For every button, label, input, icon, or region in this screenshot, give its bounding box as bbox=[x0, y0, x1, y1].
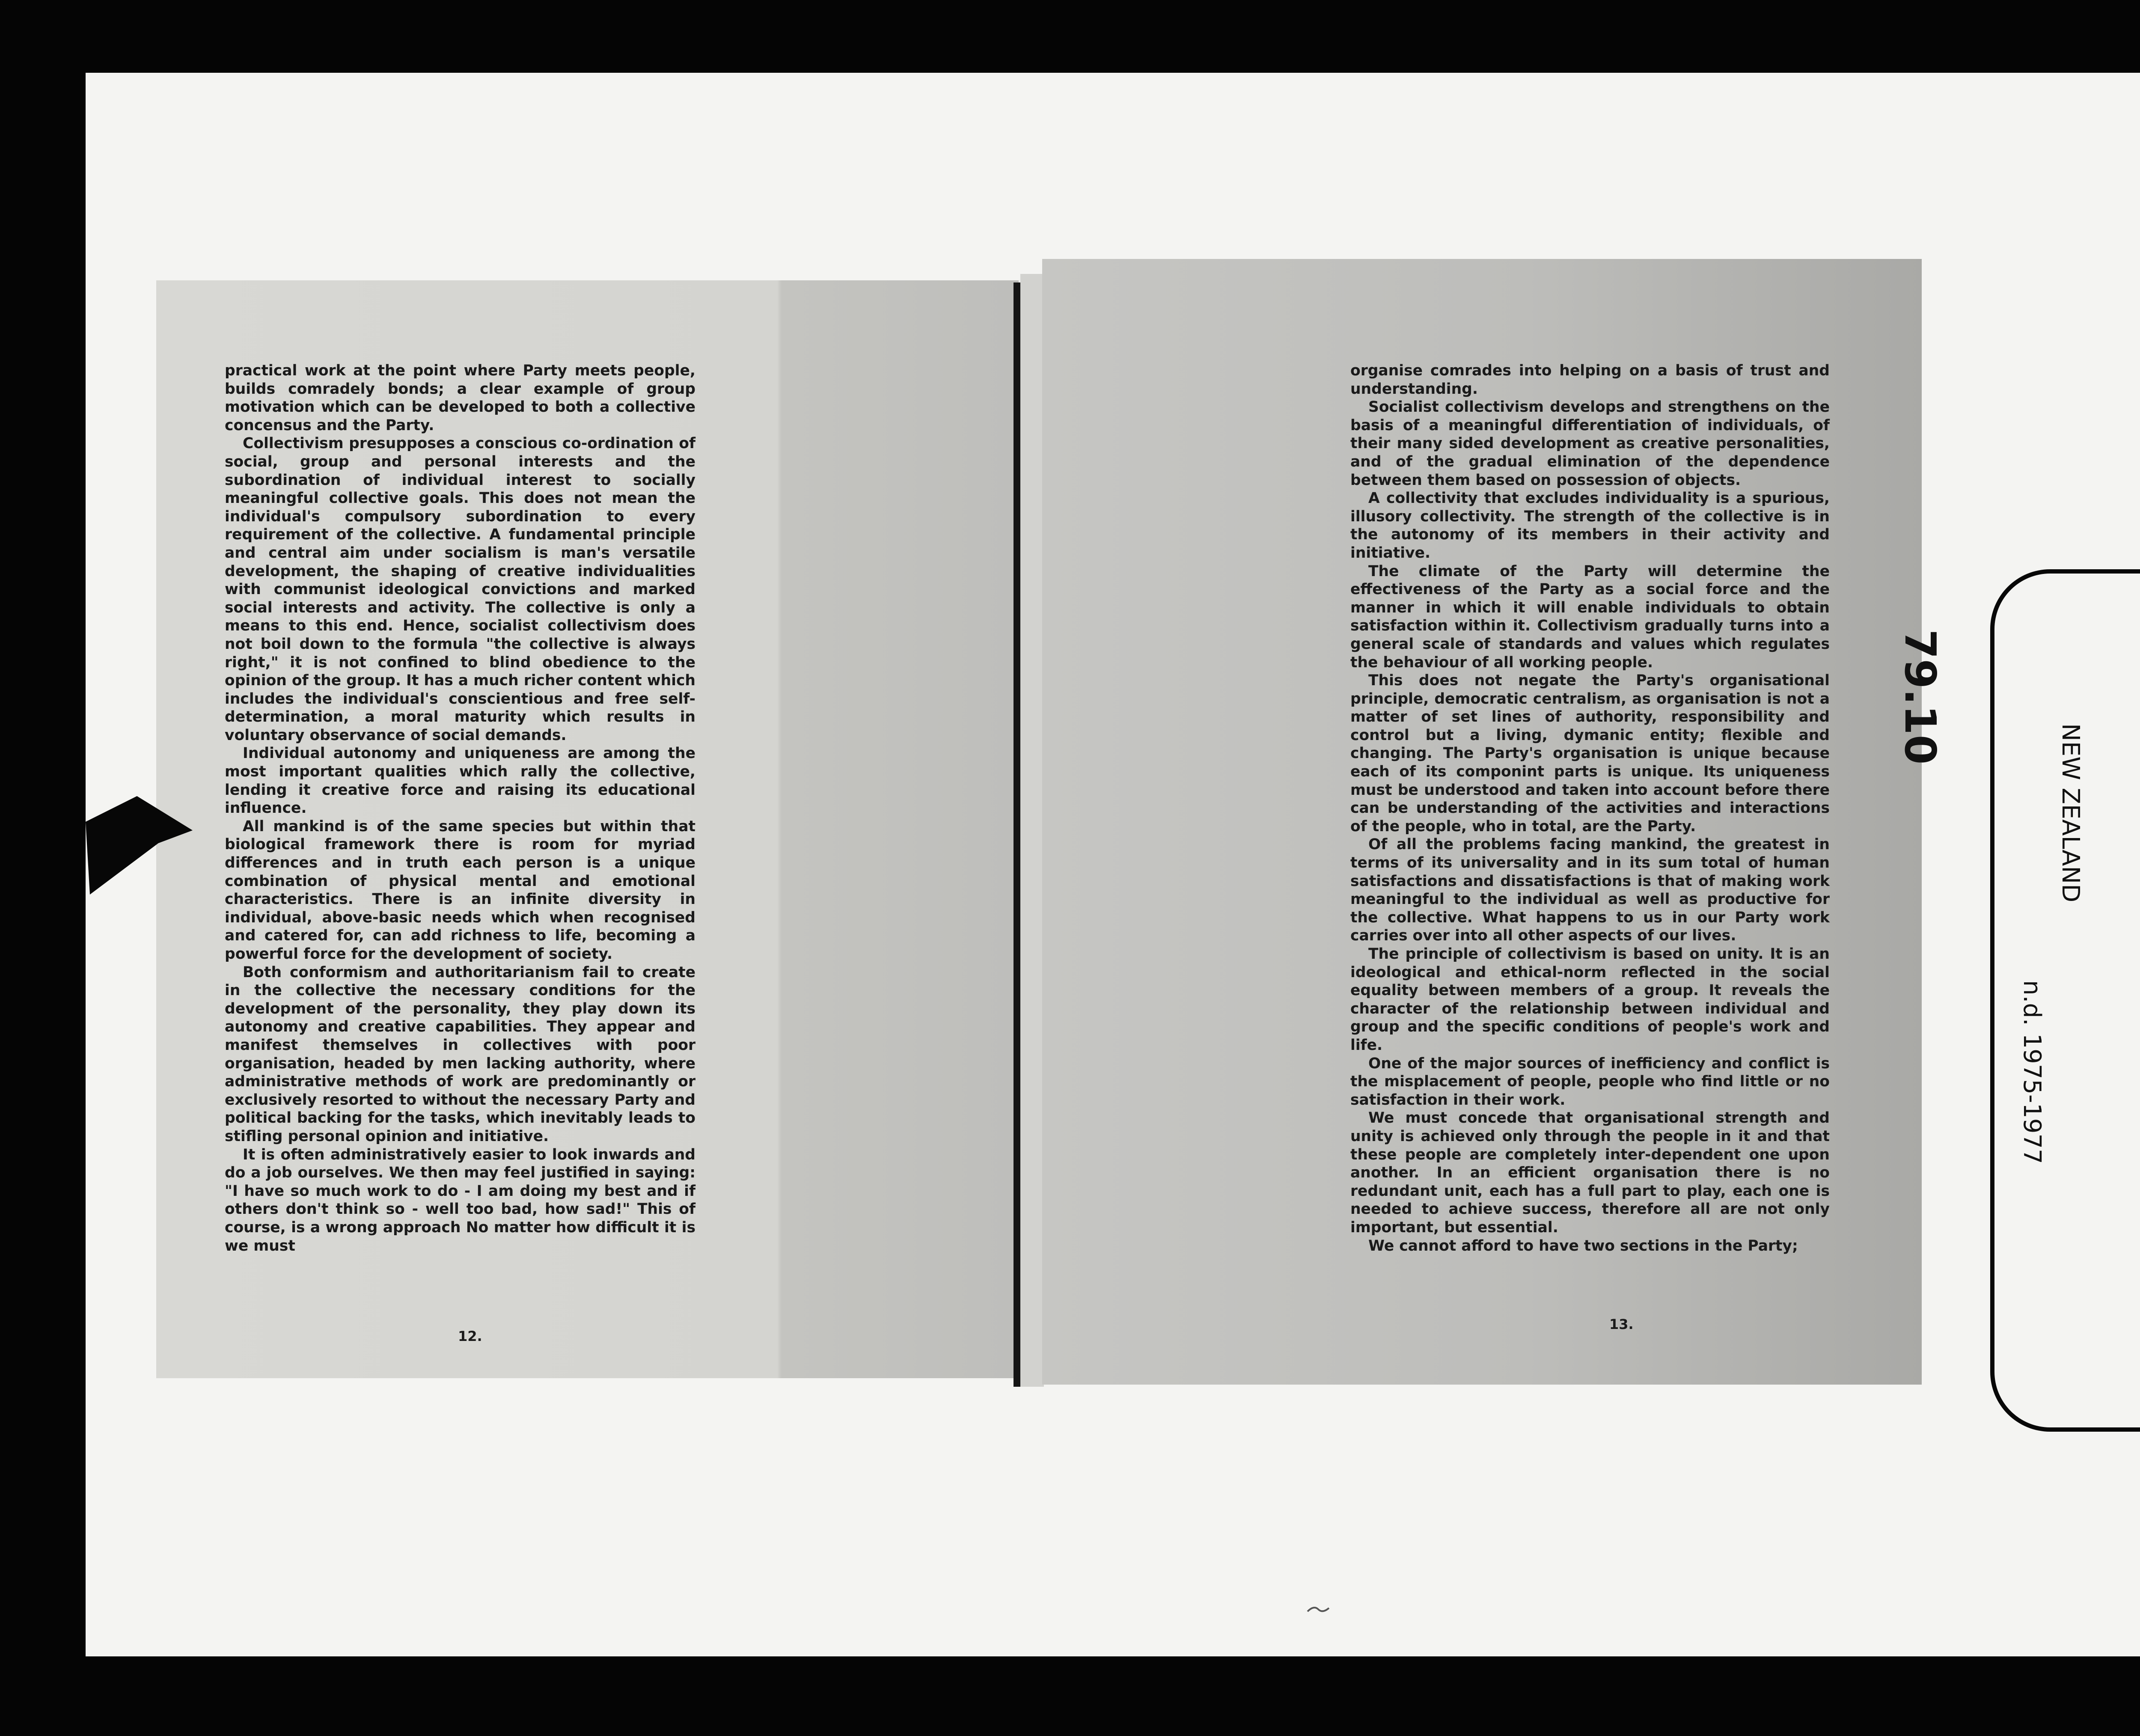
right-paragraph: Socialist collectivism develops and strengthens on the basis of a meaningful differentiation of individuals, of their many sided development as creative personalities, and of the gradual elimination of the dependence between them based on possession of objects. bbox=[1350, 398, 1830, 489]
left-paragraph: Both conformism and authoritarianism fail to create in the collective the necessary conditions for the development of the personality, they play down its autonomy and creative capabilities. They appear and manifest themselves in collectives with poor organisation, headed by men lacking authority, where administrative methods of work are predominantly or exclusively resorted to without the necessary Party and political backing for the tasks, which inevitably leads to stifling personal opinion and initiative. bbox=[225, 963, 696, 1145]
right-paragraph: The principle of collectivism is based on unity. It is an ideological and ethical-norm reflected in the social equality between members of a group. It reveals the character of the relationship between individual and group and the specific conditions of people's work and life. bbox=[1350, 945, 1830, 1054]
right-paragraph: The climate of the Party will determine the effectiveness of the Party as a social force and the manner in which it will enable individuals to obtain satisfaction within it. Collectivism gradually turns into a general scale of standards and values which regulates the behaviour of all working people. bbox=[1350, 562, 1830, 671]
left-paragraph: Individual autonomy and uniqueness are among the most important qualities which rally the collective, lending it creative force and raising its educational influence. bbox=[225, 745, 696, 817]
left-page bbox=[156, 280, 1019, 1378]
right-page-text bbox=[1350, 362, 1830, 1255]
handwritten-file-number: 79.10 bbox=[1895, 629, 1945, 765]
right-paragraph: We cannot afford to have two sections in the Party; bbox=[1368, 1237, 1798, 1254]
left-paragraph: It is often administratively easier to look inwards and do a job ourselves. We then may feel justified in saying: "I have so much work to do - I am doing my best and if others don't think so - well too bad, how sad!" This of course, is a wrong approach No matter how difficult it is we must bbox=[225, 1146, 696, 1254]
right-page bbox=[1042, 259, 1922, 1385]
left-paragraph: practical work at the point where Party meets people, builds comradely bonds; a clear example of group motivation which can be developed to both a collective concensus and the Party. bbox=[225, 362, 696, 434]
archive-folder-tab bbox=[1990, 569, 2140, 1432]
right-paragraph: This does not negate the Party's organisational principle, democratic centralism, as organisation is not a matter of set lines of authority, responsibility and control but a living, dymanic entity; flexible and changing. The Party's organisation is unique because each of its componint parts is unique. Its uniqueness must be understood and taken into account before there can be understanding of the activities and interactions of the people, who in total, are the Party. bbox=[1350, 672, 1830, 835]
handwritten-date: n.d. 1975-1977 bbox=[2018, 980, 2046, 1164]
right-paragraph: Of all the problems facing mankind, the greatest in terms of its universality and in its sum total of human satisfactions and dissatisfactions is that of making work meaningful to the individual as well as productive for the collective. What happens to us in our Party work carries over into all other aspects of our lives. bbox=[1350, 836, 1830, 945]
left-page-number: 12. bbox=[458, 1328, 482, 1344]
gutter-shadow bbox=[1020, 274, 1044, 1387]
right-paragraph: organise comrades into helping on a basis of trust and understanding. bbox=[1350, 362, 1830, 398]
pointer-arrow-icon bbox=[86, 796, 197, 907]
left-paragraph: All mankind is of the same species but within that biological framework there is room for myriad differences and in truth each person is a unique combination of physical mental and emotional characteristics. There is an infinite diversity in individual, above-basic needs which when recognised and catered for, can add richness to life, becoming a powerful force for the development of society. bbox=[225, 817, 696, 963]
left-paragraph: Collectivism presupposes a conscious co-ordination of social, group and personal interests and the subordination of individual interest to socially meaningful collective goals. This does not mean the individual's compulsory subordination to every requirement of the collective. A fundamental principle and central aim under socialism is man's versatile development, the shaping of creative individualities with communist ideological convictions and marked social interests and activity. The collective is only a means to this end. Hence, socialist collectivism does not boil down to the formula "the collective is always right," it is not confined to blind obedience to the opinion of the group. It has a much richer content which includes the individual's conscientious and free self-determination, a moral maturity which results in voluntary observance of social demands. bbox=[225, 435, 696, 744]
right-paragraph: A collectivity that excludes individuality is a spurious, illusory collectivity. The strength of the collective is in the autonomy of its members in their activity and initiative. bbox=[1350, 490, 1830, 562]
left-page-text bbox=[225, 362, 696, 1255]
handwritten-country: NEW ZEALAND bbox=[2057, 723, 2084, 903]
scan-speck-icon bbox=[1305, 1603, 1331, 1616]
right-paragraph: We must concede that organisational strength and unity is achieved only through the people in it and that these people are completely inter-dependent one upon another. In an efficient organisation there is no redundant unit, each has a full part to play, each one is needed to achieve success, therefore all are not only important, but essential. bbox=[1350, 1109, 1830, 1236]
right-paragraph: One of the major sources of inefficiency and conflict is the misplacement of people, people who find little or no satisfaction in their work. bbox=[1350, 1055, 1830, 1109]
binding-spine bbox=[1014, 282, 1020, 1387]
right-page-number: 13. bbox=[1609, 1316, 1634, 1332]
